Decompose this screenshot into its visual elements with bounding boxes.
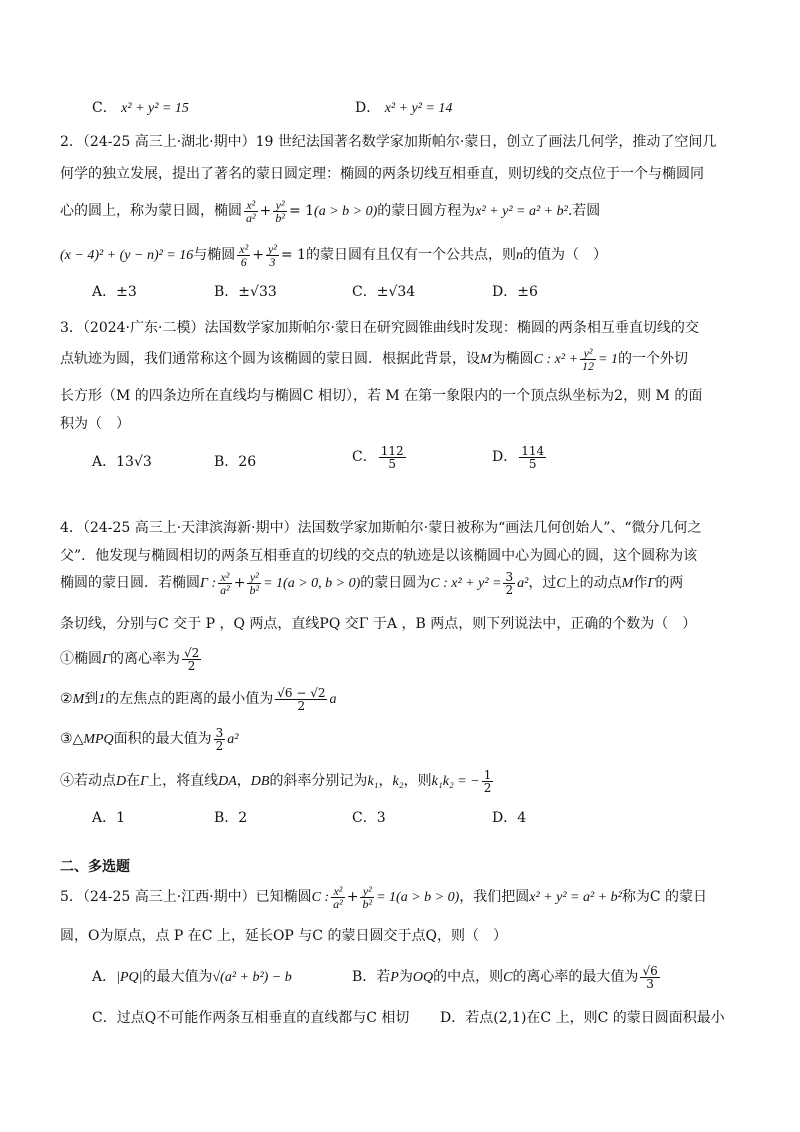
q4-statement-1: ①椭圆Γ的离心率为 $\frac{√2}{2}$ [60, 645, 200, 673]
option-value: 2 [238, 810, 248, 826]
math-expr: (x − 4)² + (y − n)² = 16 [60, 248, 194, 263]
fraction: $\frac{1}{2}$ [483, 767, 492, 795]
section-heading: 二、多选题 [60, 859, 130, 875]
fraction: $\frac{\text{x²}}{\text{a²}}$ [220, 569, 230, 597]
question-text: 为椭圆 [491, 351, 534, 367]
math-expr: Γ : [200, 576, 217, 591]
fraction: $\frac{\text{x²}}{\text{a²}}$ [246, 197, 256, 225]
q1-option-c [92, 98, 189, 119]
q2-option-b: B．±√33 [214, 284, 277, 300]
question-text: 积为（ ） [60, 416, 130, 432]
q4-line-4 [60, 614, 696, 634]
q4-option-c: C．3 [352, 810, 386, 826]
option-label: D． [355, 100, 381, 116]
option-value: 1 [116, 810, 126, 826]
q3-option-a: A．13√3 [92, 454, 152, 470]
q4-line-1 [60, 518, 702, 538]
q2-line-2 [60, 164, 704, 184]
option-value: 26 [238, 454, 257, 470]
question-source: （2024·广东·二模） [82, 320, 205, 336]
q4-option-a: A．1 [92, 810, 126, 826]
option-value: 13√3 [116, 454, 152, 470]
option-value: ±3 [116, 284, 137, 300]
question-text: 条切线，分别与C 交于 P ，Q 两点，直线PQ 交Γ 于A ，B 两点，则下列说法中，正确的个数为（ ） [60, 616, 697, 632]
question-source: （24-25 高三上·湖北·期中） [82, 134, 256, 150]
math-expr: x² + y² = a² + b² [529, 890, 622, 905]
q2-option-d: D．±6 [492, 284, 538, 300]
fraction: $\frac{\text{y²}}{12}$ [582, 345, 595, 373]
q2-option-c: C．±√34 [352, 284, 416, 300]
q3-line-2 [60, 344, 688, 375]
q3-line-3 [60, 386, 702, 406]
question-text: .若圆 [567, 203, 601, 219]
math-expr: n [515, 248, 523, 263]
option-value: ±√33 [238, 284, 277, 300]
fraction: $\frac{\text{y²}}{\text{b²}}$ [249, 569, 260, 597]
question-text: 的一个外切 [617, 351, 688, 367]
q2-line-4: (x − 4)² + (y − n)² = 16与椭圆 $\frac{\text{x²}}{6}$ + $\frac{\text{y²}}{3}$ = 1的蒙日圆有且仅有一个公共点，则n的值为（ ） [60, 241, 607, 269]
fraction: $\frac{3}{2}$ [505, 569, 514, 597]
question-text: 的两 [655, 575, 684, 591]
q5-option-d: D．若点(2,1)在C 上，则C 的蒙日圆面积最小 [440, 1010, 725, 1026]
q4-line-3: 椭圆的蒙日圆．若椭圆Γ : $\frac{\text{x²}}{\text{a²}}$ + $\frac{\text{y²}}{\text{b²}}$ = 1(a > 0, b > 0)的蒙日圆为C : x² + y² = $\frac{3}{2}$ a²，过C上的动点M作Γ的两 [60, 569, 684, 597]
math-expr: C : [311, 890, 330, 905]
question-text: ，过 [528, 575, 557, 591]
question-text: 的蒙日圆有且仅有一个公共点，则 [305, 247, 516, 263]
question-text: 椭圆的蒙日圆．若椭圆 [60, 575, 200, 591]
option-value: 3 [376, 810, 386, 826]
q5-option-a: A．|PQ|的最大值为√(a² + b²) − b [92, 969, 292, 985]
question-source: （24-25 高三上·江西·期中） [82, 889, 256, 905]
q3-option-d: D． $\frac{114}{5}$ [492, 443, 545, 471]
math-expr: C : x² + [533, 352, 579, 367]
math-expr: = 1(a > 0, b > 0) [263, 576, 361, 591]
q3-line-4 [60, 414, 130, 434]
fraction: $\frac{114}{5}$ [521, 443, 545, 471]
question-text: 心的圆上，称为蒙日圆，椭圆 [60, 203, 242, 219]
math-expr: C [556, 576, 566, 591]
question-text: 点轨迹为圆，我们通常称这个圆为该椭圆的蒙日圆．根据此背景，设 [60, 351, 480, 367]
question-text: 法国数学家加斯帕尔·蒙日在研究圆锥曲线时发现：椭圆的两条相互垂直切线的交 [204, 320, 699, 336]
question-text: 19 世纪法国著名数学家加斯帕尔·蒙日，创立了画法几何学，推动了空间几 [255, 134, 717, 150]
question-number: 3． [60, 320, 83, 336]
math-expr: (a > b > 0) [314, 204, 378, 219]
q5-line-2 [60, 926, 507, 946]
fraction: $\frac{\text{y²}}{\text{b²}}$ [362, 883, 373, 911]
fraction: $\frac{\text{x²}}{6}$ [239, 241, 249, 269]
question-number: 5． [60, 889, 83, 905]
q4-option-b: B．2 [214, 810, 248, 826]
q4-line-2 [60, 546, 697, 566]
fraction: $\frac{√6}{3}$ [642, 963, 658, 991]
question-text: 父”．他发现与椭圆相切的两条互相垂直的切线的交点的轨迹是以该椭圆中心为圆心的圆，这个圆称为该 [60, 548, 698, 564]
question-number: 2． [60, 134, 83, 150]
question-text: 的蒙日圆方程为 [377, 203, 476, 219]
q2-line-3: 心的圆上，称为蒙日圆，椭圆 $\frac{\text{x²}}{\text{a²}}$ + $\frac{\text{y²}}{\text{b²}}$ = 1(a > b > 0)的蒙日圆方程为x² + y² = a² + b².若圆 [60, 197, 601, 225]
q5-line-1: 5．（24-25 高三上·江西·期中）已知椭圆C : $\frac{\text{x²}}{\text{a²}}$ + $\frac{\text{y²}}{\text{b²}}$ = 1(a > b > 0)，我们把圆x² + y² = a² + b²称为C 的蒙日 [60, 883, 707, 911]
question-text: 的蒙日圆为 [360, 575, 431, 591]
question-text: 已知椭圆 [255, 889, 312, 905]
option-value: ±√34 [376, 284, 416, 300]
fraction: $\frac{112}{5}$ [380, 443, 404, 471]
question-text: 称为C 的蒙日 [621, 889, 707, 905]
q2-option-a: A．±3 [92, 284, 137, 300]
option-value: x² + y² = 14 [384, 101, 453, 116]
option-label: C． [92, 100, 117, 116]
fraction: $\frac{3}{2}$ [215, 725, 224, 753]
q4-option-d: D．4 [492, 810, 527, 826]
question-source: （24-25 高三上·天津滨海新·期中） [82, 520, 298, 536]
question-text: 圆，O为原点，点 P 在C 上，延长OP 与C 的蒙日圆交于点Q，则（ ） [60, 928, 507, 944]
math-expr: a² [517, 576, 529, 591]
q5-option-b: B．若P为OQ的中点，则C的离心率的最大值为 $\frac{√6}{3}$ [352, 963, 658, 991]
question-text: 长方形（M 的四条边所在直线均与椭圆C 相切），若 M 在第一象限内的一个顶点纵坐标为2，则 M 的面 [60, 388, 703, 404]
q2-line-1 [60, 132, 716, 152]
question-text: 的值为（ ） [522, 247, 607, 263]
fraction: $\frac{\text{y²}}{\text{b²}}$ [275, 197, 285, 225]
q3-line-1 [60, 318, 699, 338]
question-text: 何学的独立发展，提出了著名的蒙日圆定理：椭圆的两条切线互相垂直，则切线的交点位于一个与椭圆同 [60, 166, 704, 182]
question-text: 法国数学家加斯帕尔·蒙日被称为“画法几何创始人”、“微分几何之 [297, 520, 702, 536]
q5-option-c: C．过点Q不可能作两条互相垂直的直线都与C 相切 [92, 1010, 410, 1026]
math-expr: C : x² + y² = [430, 576, 502, 591]
math-expr: M [621, 576, 634, 591]
fraction: $\frac{√2}{2}$ [183, 645, 200, 673]
math-expr: Γ [647, 576, 656, 591]
fraction: $\frac{\text{x²}}{\text{a²}}$ [333, 883, 343, 911]
math-expr: M [480, 352, 492, 367]
q1-option-d [355, 98, 452, 119]
question-number: 4． [60, 520, 83, 536]
question-text: ，我们把圆 [459, 889, 530, 905]
option-value: ±6 [517, 284, 538, 300]
fraction: $\frac{√6 - √2}{2}$ [277, 685, 326, 713]
math-expr: = 1(a > b > 0) [376, 890, 460, 905]
option-value: x² + y² = 15 [121, 101, 189, 116]
question-text: 作 [633, 575, 648, 591]
question-text: 与椭圆 [193, 247, 236, 263]
math-expr: x² + y² = a² + b² [475, 204, 568, 219]
math-expr: = 1 [598, 352, 618, 367]
q4-statement-4: ④若动点D在Γ上，将直线DA，DB的斜率分别记为k₁，k₂，则k₁k₂ = − $\frac{1}{2}$ [60, 767, 492, 795]
q4-statement-2: ②M到1的左焦点的距离的最小值为 $\frac{√6 - √2}{2}$ a [60, 685, 337, 713]
fraction: $\frac{\text{y²}}{3}$ [267, 241, 277, 269]
q3-option-c: C． $\frac{112}{5}$ [352, 443, 404, 471]
q3-option-b: B．26 [214, 454, 257, 470]
option-value: 4 [517, 810, 527, 826]
q4-statement-3: ③△MPQ面积的最大值为 $\frac{3}{2}$ a² [60, 725, 239, 753]
question-text: 上的动点 [565, 575, 622, 591]
